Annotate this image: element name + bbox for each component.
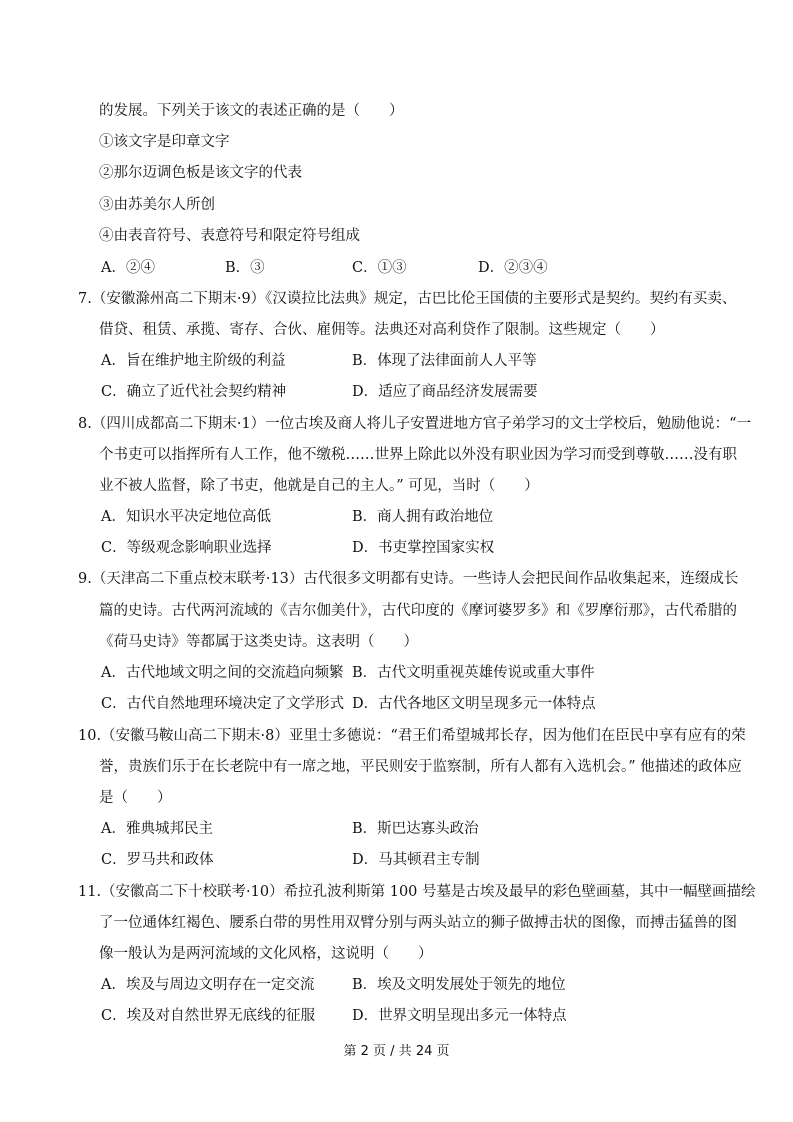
q6-stem-continuation: 的发展。下列关于该文的表述正确的是（ ） <box>99 103 404 119</box>
q7-option-d: D．适应了商品经济发展需要 <box>352 384 538 400</box>
q11-stem-line-1: 11.（安徽高二下十校联考·10）希拉孔波利斯第 100 号墓是古埃及最早的彩色壁画墓，其中一幅壁画描绘 <box>78 884 756 900</box>
q8-stem-line-2: 个书吏可以指挥所有人工作，他不缴税……世界上除此以外没有职业因为学习而受到尊敬……没有职 <box>99 447 737 463</box>
q7-option-b: B．体现了法律面前人人平等 <box>352 353 537 369</box>
q9-stem-line-3: 《荷马史诗》等都属于这类史诗。这表明（ ） <box>99 634 418 650</box>
q8-stem-line-1: 8.（四川成都高二下期末·1）一位古埃及商人将儿子安置进地方官子弟学习的文士学校后，勉励他说：“一 <box>78 416 752 432</box>
q6-statement-2: ②那尔迈调色板是该文字的代表 <box>99 165 302 181</box>
q9-option-d: D．古代各地区文明呈现多元一体特点 <box>352 696 596 712</box>
q11-stem-line-2: 了一位通体红褐色、腰系白带的男性用双臂分别与两头站立的狮子做搏击状的图像，而搏击猛兽的图 <box>99 915 737 931</box>
q6-statement-4: ④由表音符号、表意符号和限定符号组成 <box>99 228 360 244</box>
q10-option-a: A．雅典城邦民主 <box>101 821 213 837</box>
q11-option-c: C．埃及对自然世界无底线的征服 <box>101 1008 316 1024</box>
q11-stem-line-3: 像一般认为是两河流域的文化风格，这说明（ ） <box>99 946 433 962</box>
page-footer: 第 2 页 / 共 24 页 <box>343 1044 450 1059</box>
q11-option-a: A．埃及与周边文明存在一定交流 <box>101 977 315 993</box>
q9-option-b: B．古代文明重视英雄传说或重大事件 <box>352 665 595 681</box>
q10-option-c: C．罗马共和政体 <box>101 852 214 868</box>
q10-option-b: B．斯巴达寡头政治 <box>352 821 479 837</box>
q8-option-d: D．书吏掌控国家实权 <box>352 540 495 556</box>
q11-option-d: D．世界文明呈现出多元一体特点 <box>352 1008 567 1024</box>
q6-option-a: A．②④ <box>101 260 155 276</box>
q9-stem-line-2: 篇的史诗。古代两河流域的《吉尔伽美什》，古代印度的《摩诃婆罗多》和《罗摩衍那》，古代希腊的 <box>99 603 737 619</box>
q8-option-b: B．商人拥有政治地位 <box>352 509 494 525</box>
q10-stem-line-3: 是（ ） <box>99 790 172 806</box>
q9-option-c: C．古代自然地理环境决定了文学形式 <box>101 696 345 712</box>
q8-stem-line-3: 业不被人监督，除了书吏，他就是自己的主人。” 可见，当时（ ） <box>99 478 539 494</box>
q7-stem-line-1: 7.（安徽滁州高二下期末·9）《汉谟拉比法典》规定，古巴比伦王国债的主要形式是契约。契约有买卖、 <box>78 291 737 307</box>
q11-option-b: B．埃及文明发展处于领先的地位 <box>352 977 566 993</box>
q7-option-a: A．旨在维护地主阶级的利益 <box>101 353 286 369</box>
q9-option-a: A．古代地域文明之间的交流趋向频繁 <box>101 665 344 681</box>
q7-stem-line-2: 借贷、租赁、承揽、寄存、合伙、雇佣等。法典还对高利贷作了限制。这些规定（ ） <box>99 322 665 338</box>
q6-option-c: C．①③ <box>352 260 407 276</box>
q6-statement-1: ①该文字是印章文字 <box>99 134 230 150</box>
q8-option-a: A．知识水平决定地位高低 <box>101 509 271 525</box>
q6-statement-3: ③由苏美尔人所创 <box>99 197 215 213</box>
q10-option-d: D．马其顿君主专制 <box>352 852 480 868</box>
q10-stem-line-1: 10.（安徽马鞍山高二下期末·8）亚里士多德说：“君王们希望城邦长存，因为他们在臣民中享有应有的荣 <box>78 728 746 744</box>
q6-option-b: B．③ <box>225 260 265 276</box>
q9-stem-line-1: 9.（天津高二下重点校末联考·13）古代很多文明都有史诗。一些诗人会把民间作品收集起来，连缀成长 <box>78 571 739 587</box>
q6-option-d: D．②③④ <box>478 260 548 276</box>
q10-stem-line-2: 誉，贵族们乐于在长老院中有一席之地，平民则安于监察制，所有人都有入选机会。” 他描述的政体应 <box>99 759 742 775</box>
q7-option-c: C．确立了近代社会契约精神 <box>101 384 287 400</box>
q8-option-c: C．等级观念影响职业选择 <box>101 540 272 556</box>
